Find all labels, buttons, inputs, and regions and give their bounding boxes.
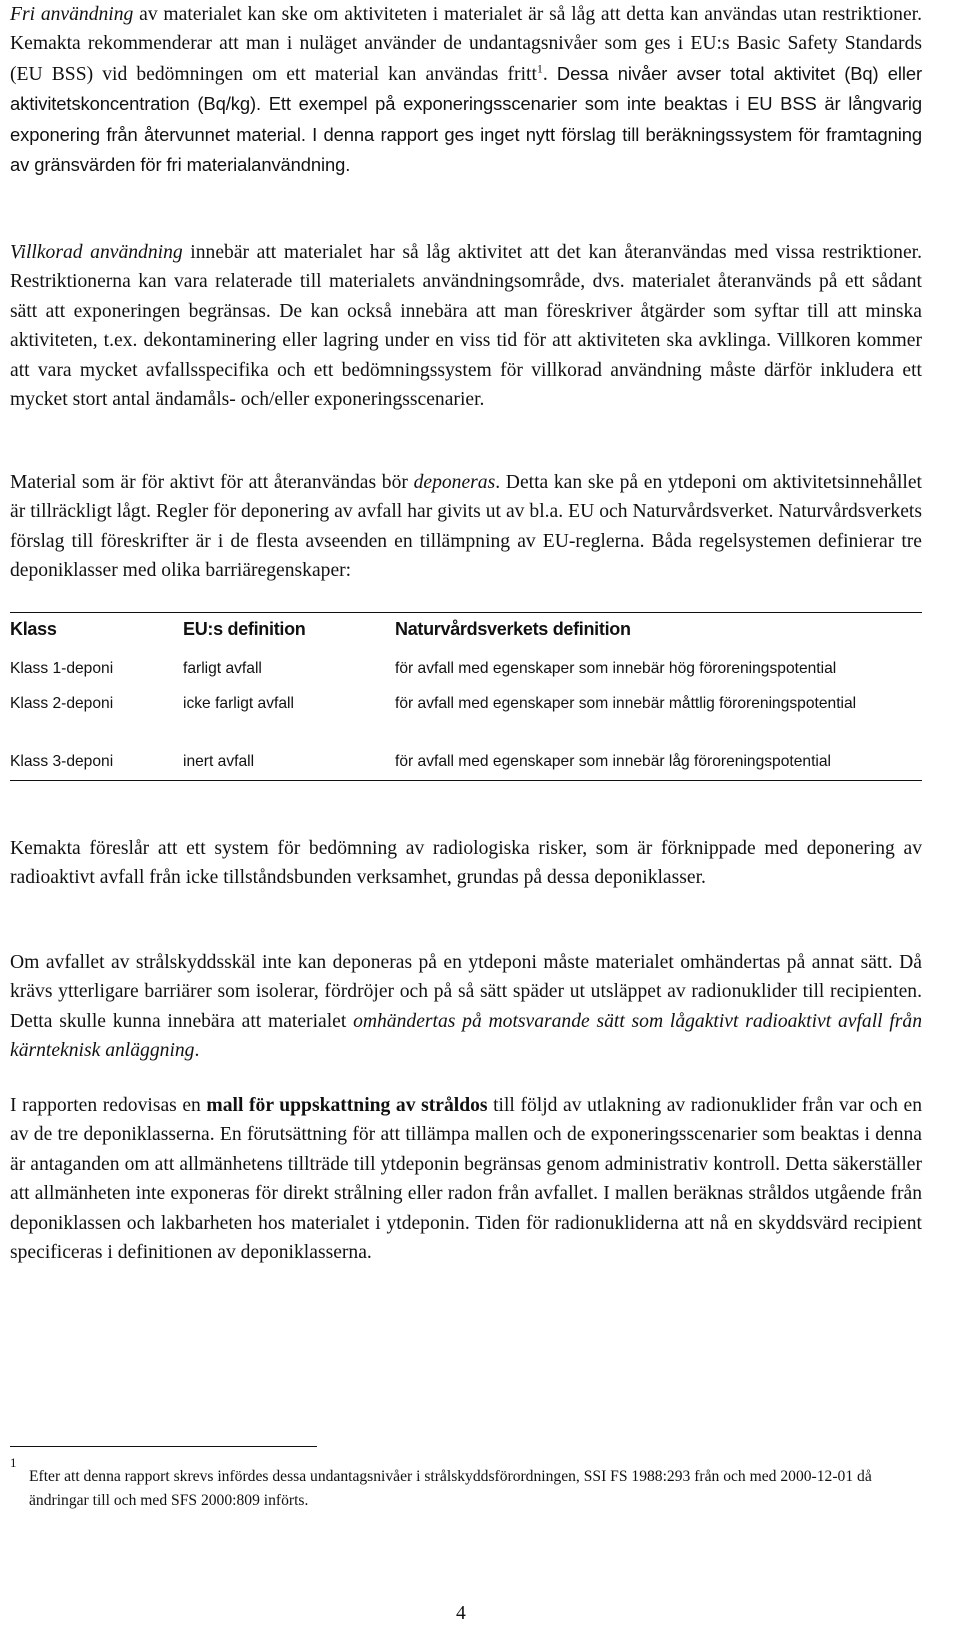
table-header-klass: Klass (10, 619, 57, 639)
page-number: 4 (456, 1603, 466, 1624)
term-villkorad-anvandning: Villkorad användning (10, 242, 183, 263)
table-cell: Klass 3-deponi (10, 753, 114, 770)
table-cell: Klass 2-deponi (10, 695, 114, 712)
table-cell: farligt avfall (183, 660, 262, 677)
paragraph-omhandertagande: Om avfallet av strålskyddsskäl inte kan deponeras på en ytdeponi måste materialet omhändertas på annat sätt. Då krävs ytterligare barriärer som isolerar, fördröjer och på så sätt späder ut utsläppet av radionuklider till recipienten. Detta skulle kunna innebära att materialet omhändertas på motsvarande sätt som lågaktivt radioaktivt avfall från kärnteknisk anläggning. (10, 952, 923, 1062)
paragraph-villkorad-anvandning: Villkorad användning innebär att materialet har så låg aktivitet att det kan återanvändas med vissa restriktioner. Restriktionerna kan vara relaterade till materialets användningsområde, dvs. materialet återanvänds på ett sådant sätt att exponeringen begränsas. De kan också innebära att man föreskriver åtgärder som syftar till att minska aktiviteten, t.ex. dekontaminering eller lagring under en viss tid för att aktiviteten ska avklinga. Villkoren kommer att vara mycket avfallsspecifika och ett bedömningssystem för villkorad användning måste därför inkludera ett mycket stort antal ändamåls- och/eller exponeringsscenarier. (10, 242, 922, 411)
paragraph-mall-straldos: I rapporten redovisas en mall för uppskattning av stråldos till följd av utlakning av radionuklider från var och en av de tre deponiklasserna. En förutsättning för att tillämpa mallen och de exponeringsscenarier som beaktas i denna är antaganden om att allmänhetens tillträde till ytdeponin begränsas genom administrativ kontroll. Detta säkerställer att allmänheten inte exponeras för direkt strålning eller radon från avfallet. I mallen beräknas stråldos utgående från deponiklassen och lakbarheten hos materialet i ytdeponin. Tiden för radionukliderna att nå en skyddsvärd recipient specificeras i definitionen av deponiklasserna. (10, 1095, 922, 1264)
table-cell: Klass 1-deponi (10, 660, 114, 677)
table-cell: icke farligt avfall (183, 695, 294, 712)
table-top-rule (10, 612, 922, 613)
footnote-separator (10, 1446, 317, 1447)
term-fri-anvandning: Fri användning (10, 4, 134, 25)
footnote-text: Efter att denna rapport skrevs infördes dessa undantagsnivåer i strålskyddsförordningen, SSI FS 1988:293 från och med 2000-12-01 då ändringar till och med SFS 2000:809 införts. (29, 1468, 872, 1509)
table-bottom-rule (10, 780, 922, 781)
paragraph-fri-anvandning: Fri användning av materialet kan ske om aktiviteten i materialet är så låg att detta kan användas utan restriktioner. Kemakta rekommenderar att man i nuläget använder de undantagsnivåer som ges i EU:s Basic Safety Standards (EU BSS) vid bedömningen om ett material kan användas fritt$^1$. Dessa nivåer avser total aktivitet (Bq) eller aktivitetskoncentration (Bq/kg). Ett exempel på exponeringsscenarier som inte beaktas i EU BSS är långvarig exponering från återvunnet material. I denna rapport ges inget nytt förslag till beräkningssystem för framtagning av gränsvärden för fri materialanvändning. (10, 4, 923, 176)
term-omhandertas: omhändertas på motsvarande sätt som lågaktivt radioaktivt avfall från kärnteknisk anläggning (10, 1010, 923, 1062)
table-cell: för avfall med egenskaper som innebär måttlig föroreningspotential (395, 695, 857, 712)
footnote-number: 1 (10, 1455, 17, 1470)
term-mall-for-uppskattning: mall för uppskattning av stråldos (206, 1095, 488, 1116)
table-cell: för avfall med egenskaper som innebär låg föroreningspotential (395, 753, 832, 770)
footnote-reference[interactable]: 1 (536, 61, 543, 76)
term-deponeras: deponeras (413, 472, 496, 493)
table-header-naturvardsverket-definition: Naturvårdsverkets definition (395, 619, 631, 639)
table-cell: för avfall med egenskaper som innebär hög föroreningspotential (395, 660, 837, 677)
table-header-eu-definition: EU:s definition (183, 619, 306, 639)
paragraph-deponering: Material som är för aktivt för att återanvändas bör deponeras. Detta kan ske på en ytdeponi om aktivitetsinnehållet är tillräckligt lågt. Regler för deponering av avfall har givits ut av bl.a. EU och Naturvårdsverket. Naturvårdsverkets förslag till föreskrifter är i de flesta avseenden en tillämpning av EU-reglerna. Båda regelsystemen definierar tre deponiklasser med olika barriäregenskaper: (10, 472, 923, 582)
paragraph-kemakta-forslag: Kemakta föreslår att ett system för bedömning av radiologiska risker, som är förknippade med deponering av radioaktivt avfall från icke tillståndsbunden verksamhet, grundas på dessa deponiklasser. (10, 838, 922, 889)
table-cell: inert avfall (183, 753, 255, 770)
